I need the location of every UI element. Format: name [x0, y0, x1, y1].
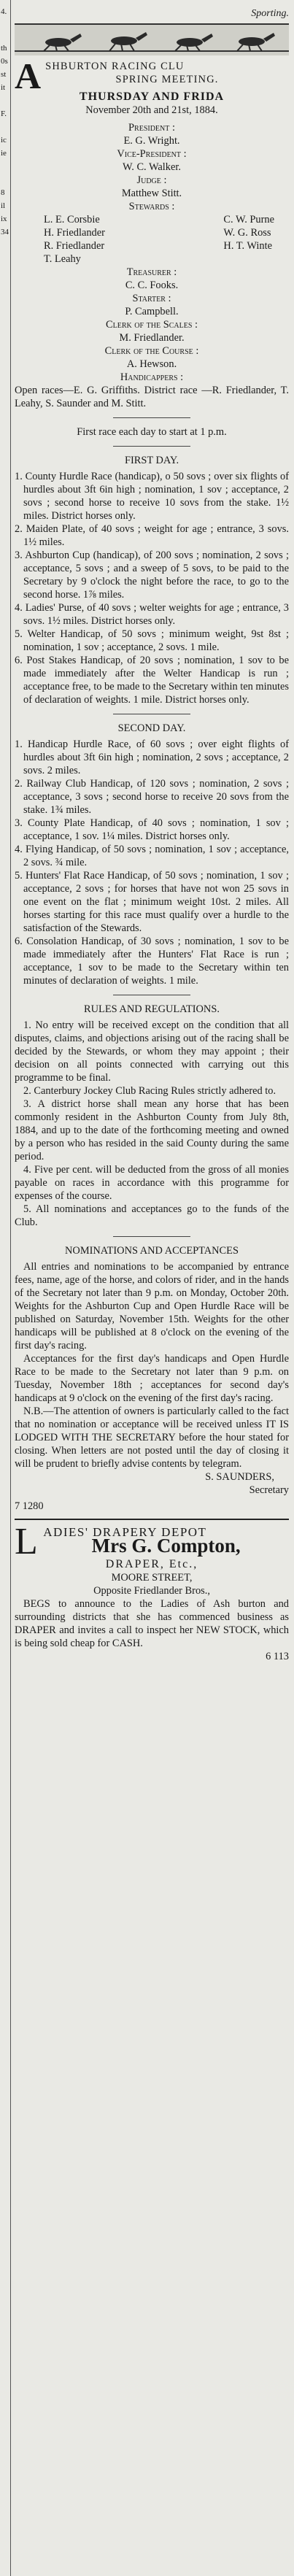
meeting-title: SPRING MEETING.: [115, 74, 219, 85]
ad-street: MOORE STREET,: [111, 1572, 193, 1584]
handicappers-text: Open races—E. G. Griffiths. District race —R. Friedlander, T. Leahy, S. Saunder and M. Stitt.: [15, 385, 289, 409]
divider: [113, 417, 190, 418]
article-column: [15, 0, 289, 1663]
racing-engraving: [15, 23, 289, 55]
gutter-fragment: F.: [1, 109, 7, 118]
ad-proprietor: Mrs G. Compton,: [91, 1535, 241, 1557]
nominations-paragraph: N.B.—The attention of owners is particularly called to the fact that no nomination or acceptance will be received unless IT IS LODGED WITH THE SECRETARY before the hour stated for closing. When letters are not posted until the day of closing it will be prudent to briefly advise contents by telegram.: [15, 1405, 289, 1470]
rule-item: 1. No entry will be received except on the condition that all disputes, claims, and objections arising out of the racing shall be decided by the Stewards, or whom they may appoint ; their decision on all points connected with carrying out this programme to be final.: [15, 1019, 289, 1084]
ad-trade: DRAPER, Etc.,: [105, 1558, 198, 1570]
divider: [113, 1236, 190, 1237]
race-entry: 4. Ladies' Purse, of 40 sovs ; welter weights for age ; entrance, 3 sovs. 1½ miles. District horses only.: [15, 602, 289, 627]
president-label: President :: [128, 122, 175, 134]
gutter-fragment: 34: [1, 228, 9, 236]
gutter-fragment: th: [1, 44, 7, 53]
race-entry: 3. Ashburton Cup (handicap), of 200 sovs ; nomination, 2 sovs ; acceptance, 5 sovs ; and a sweep of 5 sovs, to be paid to the Secretary by 9 o'clock the night before the race, to go to the second horse. 1⅞ miles.: [15, 549, 289, 601]
steward-name: T. Leahy: [44, 253, 81, 265]
ad-heading-text: ADIES' DRAPERY DEPOT: [43, 1525, 207, 1539]
steward-name: L. E. Corsbie: [44, 214, 100, 225]
treasurer-name: C. C. Fooks.: [125, 279, 179, 291]
clerk-scales-name: M. Friedlander.: [119, 332, 185, 344]
judge-label: Judge :: [136, 174, 167, 186]
ad-opposite: Opposite Friedlander Bros.,: [93, 1585, 210, 1597]
gutter-fragment: st: [1, 70, 7, 79]
advertisement-divider: [15, 1519, 289, 1520]
secretary-title: Secretary: [249, 1484, 289, 1496]
race-entry: 6. Consolation Handicap, of 30 sovs ; nomination, 1 sov to be made immediately after the Hunters' Flat Race is run ; acceptance, 1 sov to be made to the Secretary within ten minutes of declaration of weights. 1 mile.: [15, 936, 289, 987]
horse-race-illustration: [15, 25, 289, 55]
nominations-paragraph: All entries and nominations to be accompanied by entrance fees, name, age of the horse, and colors of rider, and in the hands of the Secretary not later than 9 p.m. on Monday, October 20th. Weights for the Ashburton Cup and Open Hurdle Race will be published on Saturday, November 15th. Weights for the other handicaps will be published at 8 o'clock on the evening of the first day's racing.: [15, 1261, 289, 1351]
race-entry: 1. Handicap Hurdle Race, of 60 sovs ; over eight flights of hurdles about 3ft 6in high ; nomination, 2 sovs ; acceptance, 2 sovs. 2 miles.: [15, 739, 289, 776]
gutter-fragment: 0s: [1, 57, 8, 66]
gutter-fragment: 4.: [1, 7, 7, 16]
stewards-left-column: [44, 213, 105, 266]
left-gutter-fragments: [0, 0, 11, 2576]
race-entry: 5. Welter Handicap, of 50 sovs ; minimum weight, 9st 8st ; nomination, 1 sov ; acceptance, 2 sovs. 1 mile.: [15, 628, 289, 653]
clerk-course-name: A. Hewson.: [126, 358, 177, 370]
first-day-heading: FIRST DAY.: [124, 455, 179, 466]
club-name: SHBURTON RACING CLU: [45, 61, 185, 72]
steward-name: W. G. Ross: [223, 227, 271, 239]
ad-reference: 6 113: [266, 1651, 289, 1662]
rules-heading: RULES AND REGULATIONS.: [84, 1003, 220, 1015]
steward-name: C. W. Purne: [223, 214, 274, 225]
drapery-advertisement: [15, 1521, 289, 1663]
vice-president-label: Vice-President :: [117, 148, 187, 160]
president-name: E. G. Wright.: [123, 135, 180, 147]
starter-label: Starter :: [132, 293, 171, 304]
clerk-course-label: Clerk of the Course :: [104, 345, 199, 357]
second-day-races: [15, 738, 289, 987]
race-entry: 5. Hunters' Flat Race Handicap, of 50 sovs ; nomination, 1 sov ; acceptance, 2 sovs ; for horses that have not won 25 sovs in one event on the flat ; minimum weight 10st. 2 miles. All horses starting for this race must qualify over a hurdle to the satisfaction of the Stewards.: [15, 870, 289, 934]
race-entry: 6. Post Stakes Handicap, of 20 sovs ; nomination, 1 sov to be made immediately after the Welter Handicap is run ; acceptance free, to be made to the Secretary within ten minutes of declaration of weights. 1 mile. District horses only.: [15, 655, 290, 706]
race-entry: 2. Railway Club Handicap, of 120 sovs ; nomination, 2 sovs ; acceptance, 3 sovs ; second horse to receive 20 sovs from the stake. 1¾ miles.: [15, 778, 289, 816]
steward-name: H. Friedlander: [44, 227, 105, 239]
first-day-races: [15, 470, 289, 706]
gutter-fragment: ie: [1, 149, 7, 158]
stewards-label: Stewards :: [128, 201, 175, 212]
treasurer-label: Treasurer :: [126, 266, 177, 278]
divider: [113, 446, 190, 447]
clerk-scales-label: Clerk of the Scales :: [106, 319, 198, 331]
rule-item: 5. All nominations and acceptances go to the funds of the Club.: [15, 1203, 289, 1228]
section-header: Sporting.: [251, 8, 289, 19]
gutter-fragment: 8: [1, 188, 5, 197]
meeting-dates: November 20th and 21st, 1884.: [85, 104, 218, 116]
rule-item: 3. A district horse shall mean any horse that has been commonly resident in the Ashburton County from July 8th, 1884, and up to the date of the forthcoming meeting and owned by a person who has resided in the said County during the same period.: [15, 1098, 289, 1162]
nominations-paragraph: Acceptances for the first day's handicaps and Open Hurdle Race to be made to the Secretary not later than 9 p.m. on Tuesday, November 18th ; acceptances for second day's handicaps at 9 o'clock on the evening of the first day's racing.: [15, 1353, 289, 1404]
reference-number: 7 1280: [15, 1500, 44, 1512]
start-time-note: First race each day to start at 1 p.m.: [77, 426, 227, 438]
rule-item: 2. Canterbury Jockey Club Racing Rules strictly adhered to.: [23, 1085, 276, 1097]
gutter-fragment: il: [1, 201, 6, 210]
nominations-text: [15, 1260, 289, 1470]
gutter-fragment: it: [1, 83, 6, 92]
gutter-fragment: ix: [1, 215, 7, 223]
judge-name: Matthew Stitt.: [121, 188, 182, 199]
stewards-list: [15, 213, 289, 266]
rule-item: 4. Five per cent. will be deducted from the gross of all monies payable on races in accordance with this programme for expenses of the course.: [15, 1164, 289, 1202]
starter-name: P. Campbell.: [125, 306, 179, 317]
ad-heading-initial: L: [15, 1521, 39, 1562]
secretary-signature: S. SAUNDERS,: [205, 1471, 274, 1483]
race-entry: 2. Maiden Plate, of 40 sovs ; weight for age ; entrance, 3 sovs. 1½ miles.: [15, 523, 289, 548]
second-day-heading: SECOND DAY.: [117, 722, 186, 734]
race-entry: 1. County Hurdle Race (handicap), o 50 sovs ; over six flights of hurdles about 3ft 6in high ; nomination, 1 sov ; acceptance, 2 sovs ; second horse to receive 10 sovs from the stake. 1½ miles. District horses only.: [15, 471, 289, 522]
stewards-right-column: [223, 213, 274, 266]
race-entry: 3. County Plate Handicap, of 40 sovs ; nomination, 1 sov ; acceptance, 1 sov. 1¼ miles. District horses only.: [15, 817, 289, 842]
steward-name: R. Friedlander: [44, 240, 105, 252]
race-entry: 4. Flying Handicap, of 50 sovs ; nomination, 1 sov ; acceptance, 2 sovs. ¾ mile.: [15, 844, 289, 868]
ad-body: BEGS to announce to the Ladies of Ash burton and surrounding districts that she has commenced business as DRAPER and invites a call to inspect her NEW STOCK, which is being sold cheap for CASH.: [15, 1598, 289, 1649]
nominations-heading: NOMINATIONS AND ACCEPTANCES: [65, 1245, 239, 1257]
meeting-days: THURSDAY AND FRIDA: [79, 90, 225, 103]
steward-name: H. T. Winte: [223, 240, 272, 252]
vice-president-name: W. C. Walker.: [123, 161, 181, 173]
club-title-initial: A: [15, 55, 42, 96]
gutter-fragment: ic: [1, 136, 7, 144]
rules-list: [15, 1019, 289, 1229]
handicappers-label: Handicappers :: [120, 371, 184, 383]
